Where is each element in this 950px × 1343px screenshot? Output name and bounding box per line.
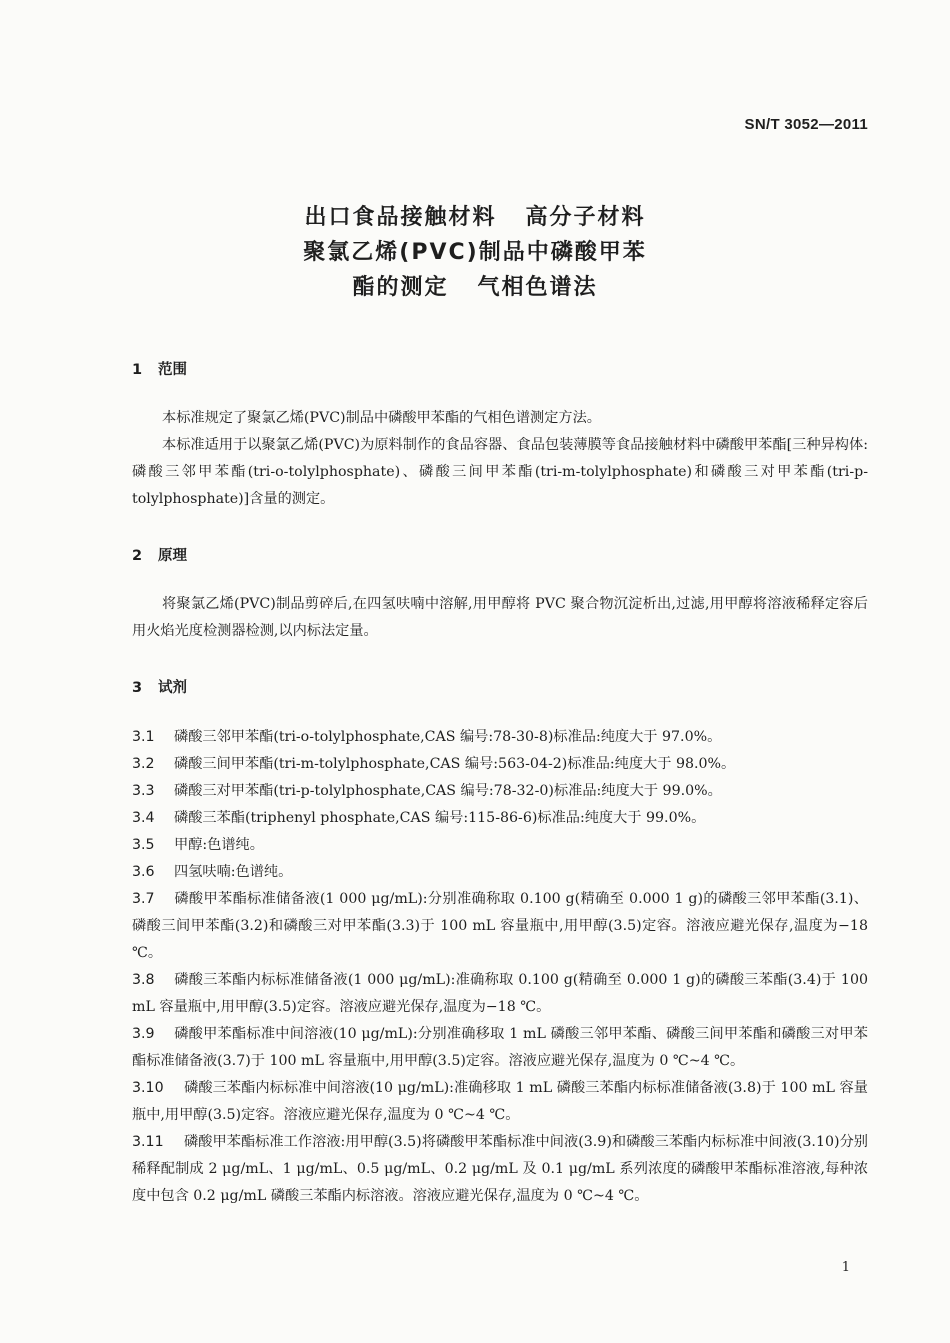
list-item bbox=[132, 724, 868, 751]
item-text: 磷酸三邻甲苯酯(tri-o-tolylphosphate,CAS 编号:78-30-8)标准品:纯度大于 97.0%。 bbox=[174, 729, 722, 745]
item-number: 3.5 bbox=[132, 837, 155, 853]
section-title: 范围 bbox=[158, 362, 187, 378]
page-number: 1 bbox=[841, 1260, 850, 1275]
reagent-list bbox=[132, 724, 868, 1210]
list-item bbox=[132, 832, 868, 859]
paragraph: 本标准规定了聚氯乙烯(PVC)制品中磷酸甲苯酯的气相色谱测定方法。 bbox=[162, 410, 601, 426]
item-number: 3.3 bbox=[132, 783, 155, 799]
standard-code: SN/T 3052—2011 bbox=[744, 116, 868, 133]
item-text: 磷酸甲苯酯标准工作溶液:用甲醇(3.5)将磷酸甲苯酯标准中间液(3.9)和磷酸三苯酯内标标准中间液(3.10)分别稀释配制成 2 μg/mL、1 μg/mL、0.5 μg/mL、0.2 μg/mL 及 0.1 μg/mL 系列浓度的磷酸甲苯酯标准溶液,每种浓度中包含 0.2 μg/mL 磷酸三苯酯内标溶液。溶液应避光保存,温度为 0 ℃~4 ℃。 bbox=[132, 1134, 868, 1204]
item-text: 磷酸三对甲苯酯(tri-p-tolylphosphate,CAS 编号:78-32-0)标准品:纯度大于 99.0%。 bbox=[174, 783, 722, 799]
section-1-body bbox=[132, 405, 868, 513]
item-number: 3.9 bbox=[132, 1026, 155, 1042]
item-text: 四氢呋喃:色谱纯。 bbox=[174, 864, 293, 880]
section-number: 3 bbox=[132, 680, 143, 696]
item-number: 3.4 bbox=[132, 810, 155, 826]
list-item bbox=[132, 778, 868, 805]
document-title bbox=[0, 200, 950, 305]
item-text: 磷酸甲苯酯标准储备液(1 000 μg/mL):分别准确称取 0.100 g(精确至 0.000 1 g)的磷酸三邻甲苯酯(3.1)、磷酸三间甲苯酯(3.2)和磷酸三对甲苯酯(3.3)于 100 mL 容量瓶中,用甲醇(3.5)定容。溶液应避光保存,温度为−18 ℃。 bbox=[132, 891, 868, 961]
section-1-heading bbox=[132, 358, 187, 379]
list-item bbox=[132, 805, 868, 832]
item-text: 磷酸三苯酯内标标准储备液(1 000 μg/mL):准确称取 0.100 g(精确至 0.000 1 g)的磷酸三苯酯(3.4)于 100 mL 容量瓶中,用甲醇(3.5)定容。溶液应避光保存,温度为−18 ℃。 bbox=[132, 972, 868, 1015]
title-line-2: 聚氯乙烯(PVC)制品中磷酸甲苯 bbox=[303, 240, 647, 265]
list-item bbox=[132, 751, 868, 778]
list-item bbox=[132, 859, 868, 886]
list-item bbox=[132, 1021, 868, 1075]
paragraph: 本标准适用于以聚氯乙烯(PVC)为原料制作的食品容器、食品包装薄膜等食品接触材料中磷酸甲苯酯[三种异构体:磷酸三邻甲苯酯(tri-o-tolylphosphate)、磷酸三间甲苯酯(tri-m-tolylphosphate)和磷酸三对甲苯酯(tri-p-tolylphosphate)]含量的测定。 bbox=[132, 437, 868, 507]
title-line-1: 出口食品接触材料 高分子材料 bbox=[304, 205, 646, 230]
item-number: 3.6 bbox=[132, 864, 155, 880]
item-number: 3.8 bbox=[132, 972, 155, 988]
item-text: 磷酸三苯酯(triphenyl phosphate,CAS 编号:115-86-6)标准品:纯度大于 99.0%。 bbox=[174, 810, 706, 826]
item-text: 磷酸甲苯酯标准中间溶液(10 μg/mL):分别准确移取 1 mL 磷酸三邻甲苯酯、磷酸三间甲苯酯和磷酸三对甲苯酯标准储备液(3.7)于 100 mL 容量瓶中,用甲醇(3.5)定容。溶液应避光保存,温度为 0 ℃~4 ℃。 bbox=[132, 1026, 868, 1069]
section-2-body bbox=[132, 591, 868, 645]
list-item bbox=[132, 967, 868, 1021]
item-text: 磷酸三间甲苯酯(tri-m-tolylphosphate,CAS 编号:563-04-2)标准品:纯度大于 98.0%。 bbox=[174, 756, 736, 772]
item-number: 3.11 bbox=[132, 1134, 164, 1150]
item-number: 3.10 bbox=[132, 1080, 164, 1096]
item-number: 3.2 bbox=[132, 756, 155, 772]
list-item bbox=[132, 886, 868, 967]
paragraph: 将聚氯乙烯(PVC)制品剪碎后,在四氢呋喃中溶解,用甲醇将 PVC 聚合物沉淀析出,过滤,用甲醇将溶液稀释定容后用火焰光度检测器检测,以内标法定量。 bbox=[132, 596, 868, 639]
section-title: 原理 bbox=[158, 548, 187, 564]
list-item bbox=[132, 1075, 868, 1129]
item-number: 3.7 bbox=[132, 891, 155, 907]
title-line-3: 酯的测定 气相色谱法 bbox=[352, 275, 598, 300]
item-text: 磷酸三苯酯内标标准中间溶液(10 μg/mL):准确移取 1 mL 磷酸三苯酯内标标准储备液(3.8)于 100 mL 容量瓶中,用甲醇(3.5)定容。溶液应避光保存,温度为 0 ℃~4 ℃。 bbox=[132, 1080, 868, 1123]
section-title: 试剂 bbox=[158, 680, 187, 696]
section-number: 1 bbox=[132, 362, 143, 378]
section-2-heading bbox=[132, 544, 187, 565]
item-number: 3.1 bbox=[132, 729, 155, 745]
section-3-heading bbox=[132, 676, 187, 697]
list-item bbox=[132, 1129, 868, 1210]
section-number: 2 bbox=[132, 548, 143, 564]
item-text: 甲醇:色谱纯。 bbox=[174, 837, 264, 853]
